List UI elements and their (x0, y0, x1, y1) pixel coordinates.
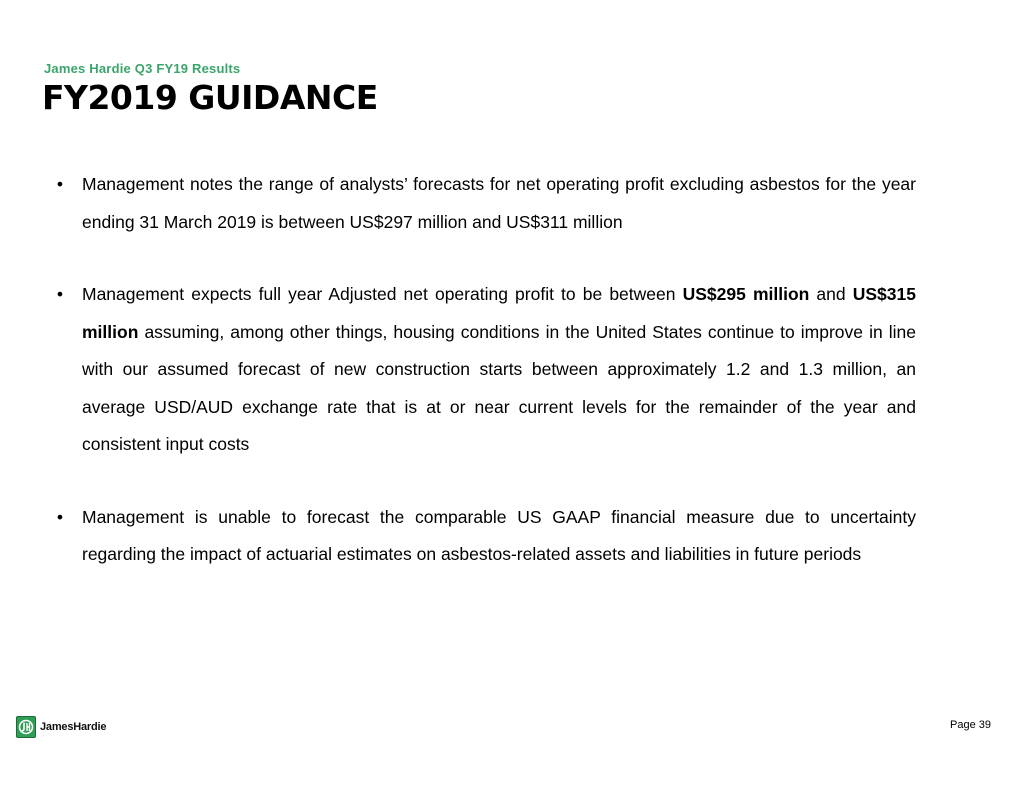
bullet-text (82, 174, 916, 232)
bullet-marker: • (56, 174, 64, 194)
james-hardie-logo-icon (16, 716, 36, 738)
bullet-emphasis: US$295 million (682, 284, 810, 304)
footer-logo (16, 715, 106, 739)
bullet-item (50, 166, 916, 241)
logo-wordmark: JamesHardie (40, 721, 107, 733)
bullet-segment: and (809, 284, 853, 304)
bullet-text (82, 507, 916, 565)
bullet-segment: assuming, among other things, housing conditions in the United States continue to improve in line with our assumed forecast of new construction starts between approximately 1.2 and 1.3 million, an average USD/AUD exchange rate that is at or near current levels for the remainder of the year and consistent input costs (82, 321, 916, 454)
bullet-item (50, 276, 916, 464)
bullet-emphasis: US$315 million (82, 284, 916, 342)
bullet-list (50, 166, 916, 609)
bullet-marker: • (56, 506, 64, 527)
bullet-segment: Management is unable to forecast the comparable US GAAP financial measure due to uncertainty regarding the impact of actuarial estimates on asbestos-related assets and liabilities in future periods (82, 506, 916, 564)
bullet-marker: • (56, 284, 64, 304)
bullet-item (50, 499, 916, 574)
bullet-text (82, 284, 916, 454)
bullet-segment: Management expects full year Adjusted net operating profit to be between (82, 284, 683, 304)
presentation-subtitle: James Hardie Q3 FY19 Results (44, 61, 241, 76)
slide-title: FY2019 GUIDANCE (42, 78, 378, 117)
bullet-segment: Management notes the range of analysts’ forecasts for net operating profit excluding asbestos for the year ending 31 March 2019 is between US$297 million and US$311 million (82, 174, 916, 232)
page-number: Page 39 (950, 719, 991, 731)
